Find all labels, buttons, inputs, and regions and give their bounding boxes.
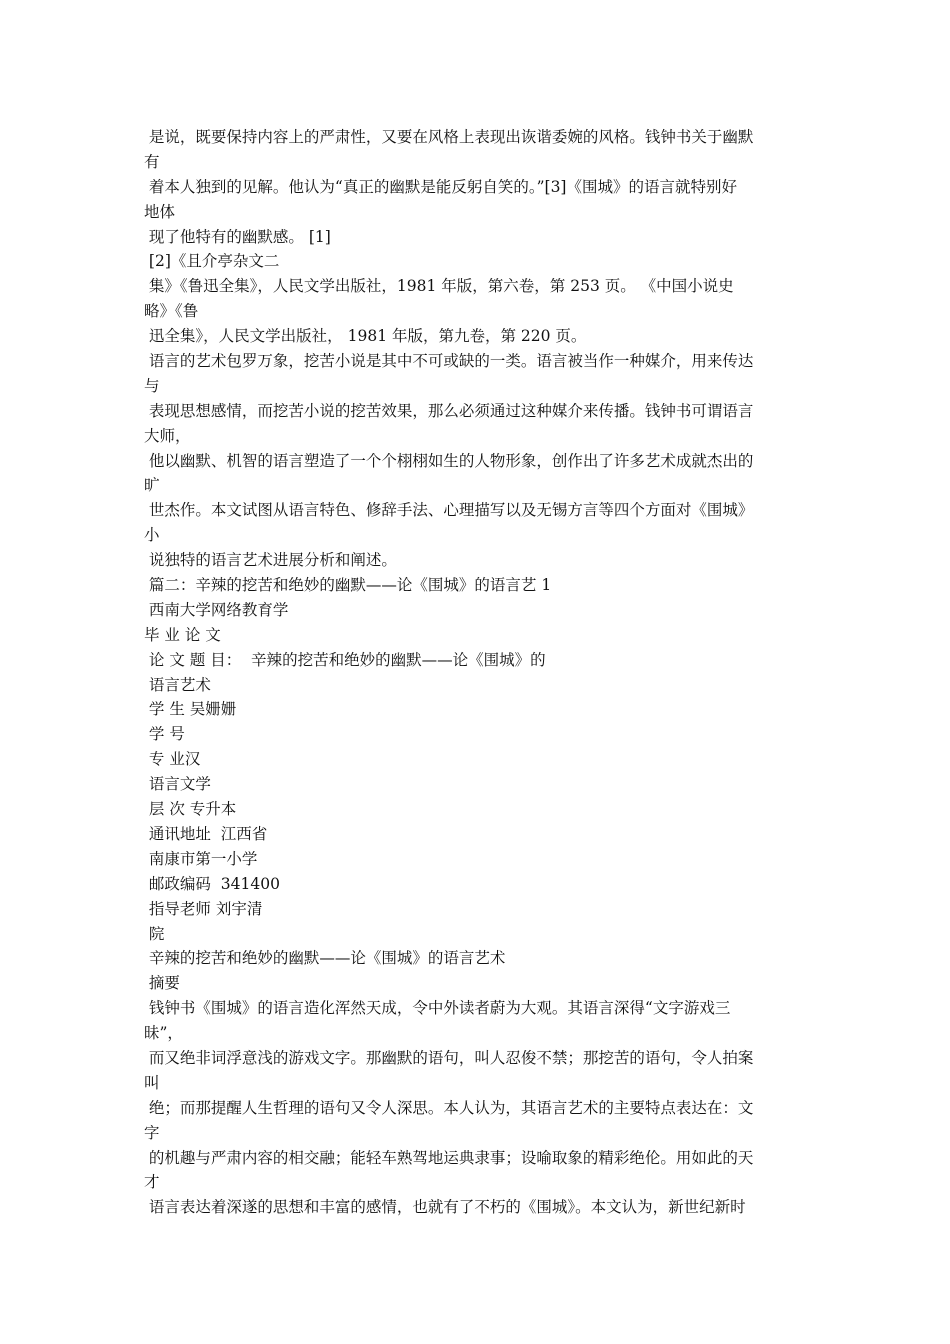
text-line: 小 [144, 526, 160, 545]
text-line: 院 [144, 924, 165, 943]
text-line: 论 文 题 目： 辛辣的挖苦和绝妙的幽默——论《围城》的 [144, 650, 546, 669]
text-line: 略》《鲁 [144, 302, 199, 321]
text-line: 有 [144, 152, 160, 171]
text-line: 集》《鲁迅全集》，人民文学出版社，1981 年版，第六卷，第 253 页。 《中国小说史 [144, 277, 734, 296]
text-line: 世杰作。本文试图从语言特色、修辞手法、心理描写以及无锡方言等四个方面对《围城》 [144, 501, 754, 520]
text-line: 旷 [144, 476, 160, 495]
text-line: 着本人独到的见解。他认为“真正的幽默是能反躬自笑的。”[3]《围城》的语言就特别好 [144, 177, 737, 196]
text-line: 是说，既要保持内容上的严肃性，又要在风格上表现出诙谐委婉的风格。钱钟书关于幽默 [144, 128, 754, 146]
text-line: 指导老师 刘宇清 [144, 899, 263, 918]
text-line: 的机趣与严肃内容的相交融；能轻车熟驾地运典隶事；设喻取象的精彩绝伦。用如此的天 [144, 1148, 754, 1167]
text-line: 迅全集》，人民文学出版社， 1981 年版，第九卷，第 220 页。 [144, 327, 587, 346]
text-line: 语言表达着深遂的思想和丰富的感情，也就有了不朽的《围城》。本文认为，新世纪新时 [144, 1198, 746, 1217]
text-line: 层 次 专升本 [144, 800, 237, 819]
text-line: 摘要 [144, 974, 180, 993]
text-line: 西南大学网络教育学 [144, 600, 289, 619]
text-line: 绝；而那提醒人生哲理的语句又令人深思。本人认为，其语言艺术的主要特点表达在：文 [144, 1098, 754, 1117]
text-line: 学 号 [144, 725, 185, 744]
text-line: 钱钟书《围城》的语言造化浑然天成，令中外读者蔚为大观。其语言深得“文字游戏三 [144, 999, 731, 1018]
text-line: 说独特的语言艺术进展分析和阐述。 [144, 551, 397, 570]
document-body [144, 125, 812, 1220]
text-line: 叫 [144, 1073, 160, 1092]
text-line: 表现思想感情，而挖苦小说的挖苦效果，那么必须通过这种媒介来传播。钱钟书可谓语言 [144, 401, 754, 420]
text-line: 现了他特有的幽默感。 [1] [144, 227, 331, 246]
text-line: 南康市第一小学 [144, 849, 258, 868]
text-line: [2]《且介亭杂文二 [144, 252, 280, 271]
text-line: 语言文学 [144, 775, 211, 794]
text-line: 昧”， [144, 1024, 183, 1043]
text-line: 邮政编码 341400 [144, 874, 280, 893]
text-line: 字 [144, 1123, 160, 1142]
text-line: 语言的艺术包罗万象，挖苦小说是其中不可或缺的一类。语言被当作一种媒介，用来传达 [144, 352, 754, 371]
text-line: 篇二：辛辣的挖苦和绝妙的幽默——论《围城》的语言艺 1 [144, 576, 552, 595]
text-line: 与 [144, 376, 160, 395]
text-line: 学 生 吴姗姗 [144, 700, 237, 719]
text-line: 辛辣的挖苦和绝妙的幽默——论《围城》的语言艺术 [144, 949, 506, 968]
text-line: 专 业汉 [144, 750, 201, 769]
text-line: 毕 业 论 文 [144, 625, 221, 644]
text-line: 而又绝非词浮意浅的游戏文字。那幽默的语句，叫人忍俊不禁；那挖苦的语句，令人拍案 [144, 1048, 754, 1067]
text-line: 才 [144, 1173, 160, 1192]
text-line: 大师， [144, 426, 191, 445]
text-line: 通讯地址 江西省 [144, 824, 268, 843]
text-line: 语言艺术 [144, 675, 211, 694]
text-line: 地体 [144, 202, 176, 221]
text-line: 他以幽默、机智的语言塑造了一个个栩栩如生的人物形象，创作出了许多艺术成就杰出的 [144, 451, 754, 470]
